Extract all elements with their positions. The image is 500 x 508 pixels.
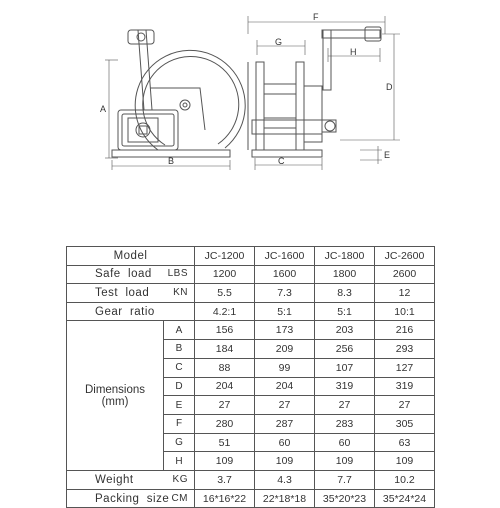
weight-value: 3.7 [195,471,255,490]
dimension-f-value: 283 [315,414,375,433]
header-model: Model [67,247,195,266]
table-row [67,471,435,490]
packing-value: 35*20*23 [315,489,375,508]
dimension-e-value: 27 [255,396,315,415]
test_load-value: 5.5 [195,284,255,303]
dimension-d-value: 319 [375,377,435,396]
gear_ratio-value: 10:1 [375,302,435,321]
safe_load-label-cell [67,265,195,284]
table-row [67,302,435,321]
weight-label-cell [67,471,195,490]
dimension-h-value: 109 [315,452,375,471]
gear_ratio-value: 5:1 [255,302,315,321]
header-col-3: JC-1800 [315,247,375,266]
safe_load-label: Safe load [95,268,152,281]
dimension-f-value: 287 [255,414,315,433]
dimension-e-value: 27 [375,396,435,415]
dimension-b-value: 293 [375,340,435,359]
dimension-a-value: 173 [255,321,315,340]
dim-letter-d: D [386,82,393,92]
dimension-f-value: 305 [375,414,435,433]
dimensions-unit: (mm) [101,395,129,408]
weight-value: 7.7 [315,471,375,490]
dimension-b-value: 184 [195,340,255,359]
gear_ratio-label: Gear ratio [95,305,155,318]
weight-value: 10.2 [375,471,435,490]
dimension-d-value: 319 [315,377,375,396]
dimension-b-value: 209 [255,340,315,359]
dimension-letter: D [164,378,194,397]
dimension-g-value: 63 [375,433,435,452]
dim-letter-g: G [275,37,283,47]
dim-letter-b: B [168,156,175,166]
table-row [67,284,435,303]
dimension-h-value: 109 [195,452,255,471]
dim-letter-e: E [384,150,391,160]
weight-value: 4.3 [255,471,315,490]
dimension-letter: F [164,415,194,434]
safe_load-value: 1800 [315,265,375,284]
safe_load-value: 1600 [255,265,315,284]
safe_load-value: 2600 [375,265,435,284]
table-row [67,321,435,340]
dimension-c-value: 99 [255,358,315,377]
dimension-h-value: 109 [375,452,435,471]
header-col-2: JC-1600 [255,247,315,266]
packing-label-cell [67,489,195,508]
dimension-e-value: 27 [315,396,375,415]
gear_ratio-value: 5:1 [315,302,375,321]
gear_ratio-label-cell [67,302,195,321]
gear_ratio-value: 4.2:1 [195,302,255,321]
winch-side-view [105,30,245,170]
packing-label: Packing size [95,492,170,505]
dimension-a-value: 156 [195,321,255,340]
dimension-letter: E [164,396,194,415]
table-row [67,489,435,508]
dimension-letter: A [164,321,194,340]
packing-value: 35*24*24 [375,489,435,508]
dimension-letter: C [164,359,194,378]
dimension-c-value: 107 [315,358,375,377]
dim-letter-a: A [100,104,107,114]
weight-label: Weight [95,473,134,486]
test_load-value: 8.3 [315,284,375,303]
test_load-label: Test load [95,286,150,299]
test_load-label-cell [67,284,195,303]
dimension-e-value: 27 [195,396,255,415]
dimensions-label-cell [67,321,195,471]
dimension-a-value: 203 [315,321,375,340]
safe_load-unit: LBS [167,268,188,280]
dimension-a-value: 216 [375,321,435,340]
dimension-d-value: 204 [255,377,315,396]
dimension-letter: G [164,434,194,453]
spec-table [66,246,435,508]
winch-front-view [248,16,400,170]
dimension-g-value: 60 [315,433,375,452]
dimension-f-value: 280 [195,414,255,433]
packing-value: 22*18*18 [255,489,315,508]
header-col-4: JC-2600 [375,247,435,266]
header-col-1: JC-1200 [195,247,255,266]
dim-letter-f: F [313,12,319,22]
weight-unit: KG [172,473,188,485]
dimension-letter: B [164,340,194,359]
packing-value: 16*16*22 [195,489,255,508]
dimensions-label: Dimensions [84,383,146,396]
dimension-b-value: 256 [315,340,375,359]
dimension-g-value: 51 [195,433,255,452]
test_load-unit: KN [173,286,188,298]
dim-letter-c: C [278,156,285,166]
table-header-row [67,247,435,266]
test_load-value: 12 [375,284,435,303]
dimension-g-value: 60 [255,433,315,452]
dim-letter-h: H [350,47,357,57]
dimension-h-value: 109 [255,452,315,471]
table-row [67,265,435,284]
dimension-c-value: 88 [195,358,255,377]
dimension-d-value: 204 [195,377,255,396]
packing-unit: CM [171,492,188,504]
safe_load-value: 1200 [195,265,255,284]
test_load-value: 7.3 [255,284,315,303]
dimension-c-value: 127 [375,358,435,377]
winch-technical-drawing [0,0,500,240]
dimension-letter: H [175,455,183,467]
